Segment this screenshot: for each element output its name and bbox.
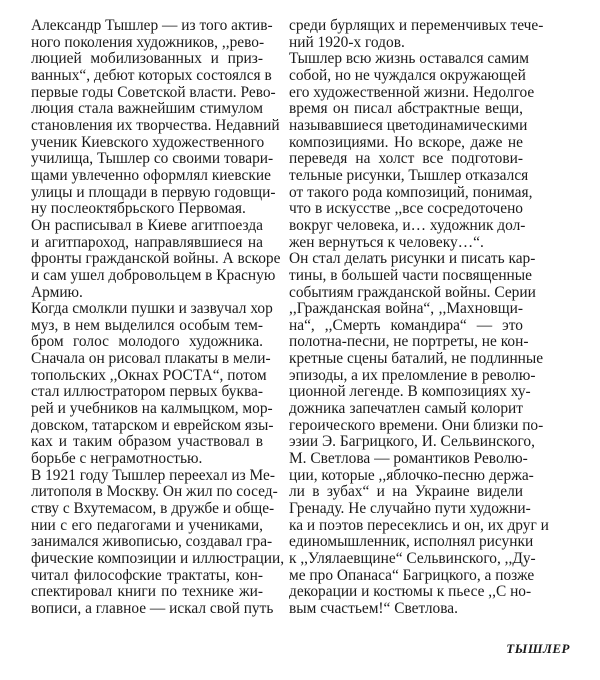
text-line: эзии Э. Багрицкого, И. Сельвинского, (289, 433, 535, 451)
text-line: рей и учебников на калмыцком, мор- (31, 400, 273, 418)
text-line: ству с Вхутемасом, в дружбе и обще- (31, 500, 275, 518)
text-line: ну послеоктябрьского Первомая. (31, 200, 246, 218)
text-line: что в искусстве ,,все сосредоточено (289, 200, 523, 218)
text-column-right (289, 17, 549, 618)
text-line: время он писал абстрактные вещи, (289, 100, 523, 118)
text-line: становления их творчества. Недавний (31, 116, 280, 134)
text-line: тельные рисунки, Тышлер отказался (289, 166, 529, 184)
text-line: бром голос молодого художника. (31, 333, 263, 351)
text-line: топольских ,,Окнах РОСТА“, потом (31, 366, 267, 384)
text-line: улицы и площади в первую годовщи- (31, 183, 276, 201)
text-line: Он расписывал в Киеве агитпоезда (31, 216, 263, 234)
text-line: спектировал книги по технике жи- (31, 583, 263, 601)
text-line: полотна-песни, не портреты, не кон- (289, 333, 529, 351)
text-line: ции, которые ,,яблочко-песню держа- (289, 466, 534, 484)
text-line: нии с его педагогами и учениками, (31, 516, 263, 534)
text-line: вокруг человека, и… художник дол- (289, 216, 526, 234)
text-line: ного поколения художников, ,,рево- (31, 33, 265, 51)
text-line: эпизоды, а их преломление в револю- (289, 366, 536, 384)
text-line: В 1921 году Тышлер переехал из Ме- (31, 466, 275, 484)
text-line: читал философские трактаты, кон- (31, 566, 263, 584)
text-line: борьбе с неграмотностью. (31, 450, 203, 468)
text-line: Александр Тышлер — из того актив- (31, 17, 273, 34)
text-line: кретные сцены баталий, не подлинные (289, 350, 544, 368)
text-line: училища, Тышлер со своими товари- (31, 150, 274, 168)
text-line: Гренаду. Не случайно пути художни- (289, 500, 531, 518)
text-line: ка и поэтов пересеклись и он, их друг и (289, 516, 549, 534)
text-line: стал иллюстратором первых буква- (31, 383, 263, 401)
text-line: Сначала он рисовал плакаты в мели- (31, 350, 271, 368)
text-line: ли в зубах“ и на Украине видели (289, 483, 523, 501)
text-line: Он стал делать рисунки и писать кар- (289, 250, 536, 268)
text-line: переведя на холст все подготови- (289, 150, 523, 168)
text-line: жен вернуться к человеку…“. (289, 233, 484, 251)
text-line: его художественной жизни. Недолгое (289, 83, 535, 101)
text-line: люция стала важнейшим стимулом (31, 100, 263, 118)
running-title: ТЫШЛЕР (506, 641, 570, 656)
text-line: декорации и костюмы к пьесе ,,С но- (289, 583, 532, 601)
text-line: Тышлер всю жизнь оставался самим (289, 50, 529, 68)
text-column-left (31, 17, 285, 618)
text-line: ний 1920-х годов. (289, 33, 405, 51)
text-line: занимался живописью, создавал гра- (31, 533, 273, 551)
text-line: ках и таким образом участвовал в (31, 433, 263, 451)
text-line: ванных“, дебют которых состоялся в (31, 66, 272, 84)
text-line: единомышленник, исполнял рисунки (289, 533, 534, 551)
text-line: к ,,Улялаевщине“ Сельвинского, ,,Ду- (289, 550, 536, 567)
text-line: на“, ,,Смерть командира“ — это (289, 316, 523, 334)
text-line: вым счастьем!“ Светлова. (289, 599, 458, 617)
text-line: ционной легенде. В композициях ху- (289, 383, 531, 401)
text-line: собой, но не чуждался окружающей (289, 66, 526, 84)
text-line: люцией мобилизованных и приз- (31, 50, 263, 68)
text-line: Когда смолкли пушки и зазвучал хор (31, 300, 273, 318)
text-line: первые годы Советской власти. Рево- (31, 83, 276, 101)
text-line: от такого рода композиций, понимая, (289, 183, 533, 201)
text-line: довском, татарском и еврейском язы- (31, 416, 274, 434)
text-line: дожника запечатлен самый колорит (289, 400, 523, 418)
text-line: вописи, а главное — искал свой путь (31, 599, 274, 617)
text-line: ,,Гражданская война“, ,,Махновщи- (289, 300, 523, 318)
text-line: тины, в большей части посвященные (289, 266, 532, 284)
text-line: фические композиции и иллюстрации, (31, 550, 285, 567)
text-line: М. Светлова — романтиков Револю- (289, 450, 528, 468)
text-line: среди бурлящих и переменчивых тече- (289, 17, 544, 34)
text-line: и агитпароход, направлявшиеся на (31, 233, 263, 251)
text-line: называвшиеся цветодинамическими (289, 116, 528, 134)
text-line: ученик Киевского художественного (31, 133, 265, 151)
text-line: героического времени. Они близки по- (289, 416, 544, 434)
text-line: фронты гражданской войны. А вскоре (31, 250, 281, 268)
text-line: и сам ушел добровольцем в Красную (31, 266, 276, 284)
text-line: щами увлеченно оформлял киевские (31, 166, 271, 184)
text-line: ме про Опанаса“ Багрицкого, а позже (289, 566, 535, 584)
text-line: композициями. Но вскоре, даже не (289, 133, 523, 151)
text-line: Армию. (31, 283, 83, 301)
text-line: литополя в Москву. Он жил по сосед- (31, 483, 278, 501)
text-line: событиям гражданской войны. Серии (289, 283, 536, 301)
text-line: муз, в нем выделился особым тем- (31, 316, 263, 334)
